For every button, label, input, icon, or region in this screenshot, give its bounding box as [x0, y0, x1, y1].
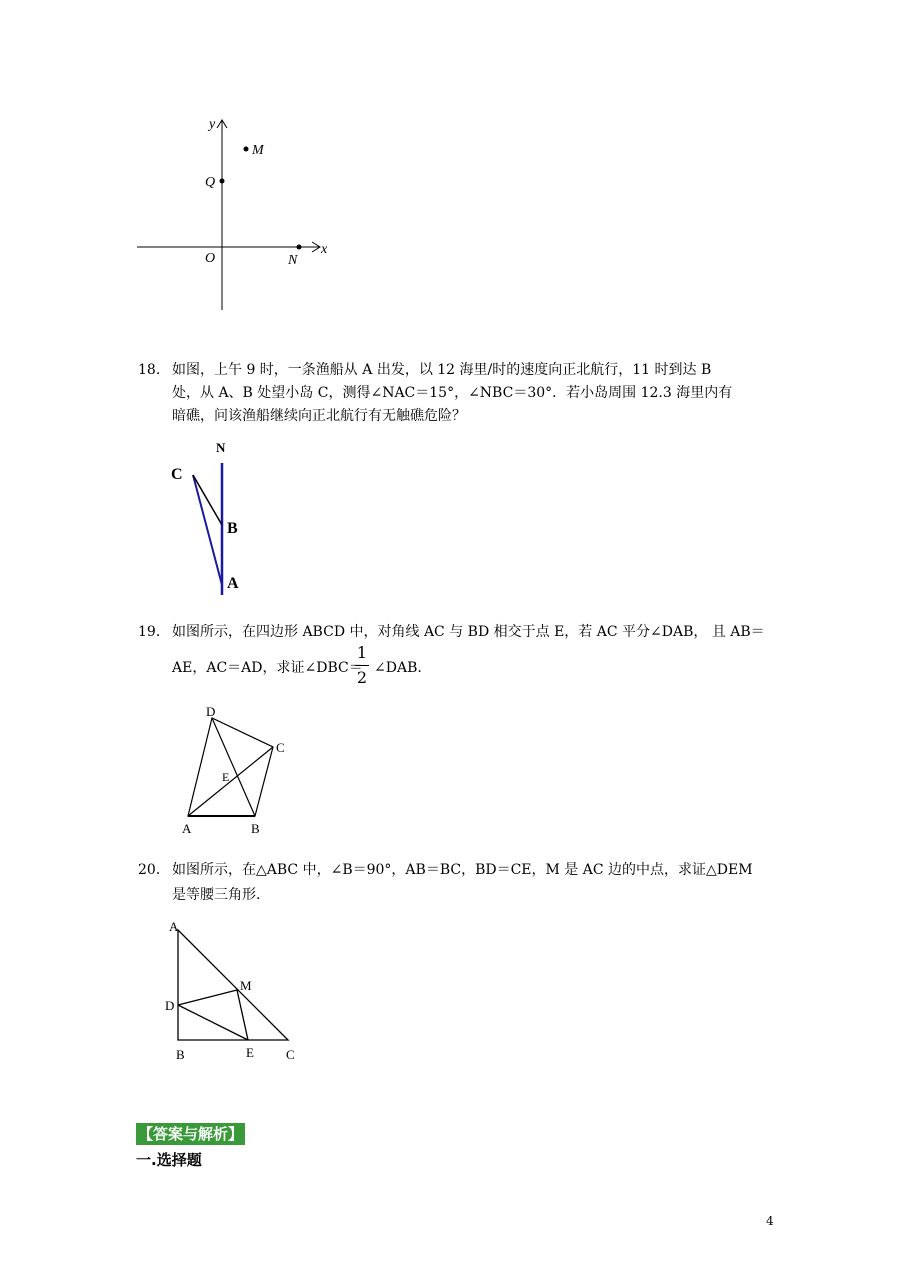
answer-heading [136, 1123, 245, 1145]
label-b: B [227, 520, 238, 537]
label-a: A [169, 919, 179, 934]
label-m: M [252, 143, 264, 158]
label-c: C [286, 1047, 295, 1062]
fraction-denominator: 2 [356, 668, 368, 687]
diagonal-ac [188, 747, 273, 816]
fraction-bar [355, 665, 369, 666]
point-q [220, 179, 225, 184]
triangle-abc [178, 930, 288, 1040]
question-text-line: 如图所示，在四边形 ABCD 中，对角线 AC 与 BD 相交于点 E，若 AC 平分∠DAB， 且 AB＝ [172, 624, 765, 640]
question-number: 19． [138, 624, 170, 640]
ship-figure [165, 435, 255, 605]
line-ac [193, 475, 222, 585]
section-heading: 一.选择题 [136, 1151, 202, 1169]
label-n: N [216, 440, 226, 455]
answer-heading-text: 【答案与解析】 [138, 1125, 244, 1143]
page-number: 4 [766, 1214, 774, 1228]
line-cb [193, 475, 222, 525]
question-text-line: 暗礁，问该渔船继续向正北航行有无触礁危险？ [172, 408, 466, 424]
label-y: y [209, 117, 216, 132]
question-text-line: 是等腰三角形. [172, 887, 261, 903]
label-o: O [205, 251, 216, 266]
label-a: A [182, 821, 192, 836]
fraction-numerator: 1 [356, 643, 368, 662]
question-text-line: 处，从 A、B 处望小岛 C，测得∠NAC＝15°，∠NBC＝30°．若小岛周围 12.3 海里内有 [172, 385, 733, 401]
quadrilateral-figure [175, 700, 305, 840]
label-d: D [206, 704, 216, 719]
label-x: x [321, 242, 328, 257]
label-b: B [251, 821, 260, 836]
label-q: Q [205, 175, 216, 190]
label-e: E [222, 770, 230, 784]
triangle-figure [160, 915, 305, 1065]
point-m [244, 147, 249, 152]
point-n [297, 245, 302, 250]
label-a: A [227, 575, 239, 592]
question-number: 20． [138, 862, 170, 878]
label-c: C [171, 466, 183, 483]
label-c: C [276, 740, 285, 755]
label-b: B [176, 1047, 185, 1062]
label-d: D [165, 998, 175, 1013]
question-text-line: 如图所示，在△ABC 中，∠B＝90°，AB＝BC，BD＝CE，M 是 AC 边的中点，求证△DEM [172, 862, 753, 878]
label-m: M [240, 978, 252, 993]
quadrilateral-abcd [188, 718, 273, 816]
question-text-line: ∠DAB. [374, 660, 422, 676]
label-e: E [246, 1045, 254, 1060]
coordinate-figure [130, 110, 340, 320]
fraction-one-half [355, 642, 369, 689]
label-n: N [288, 253, 298, 268]
question-number: 18. [138, 362, 161, 378]
question-text-line: AE，AC＝AD，求证∠DBC＝ [172, 660, 363, 676]
question-text-line: 如图，上午 9 时，一条渔船从 A 出发，以 12 海里/时的速度向正北航行，11 时到达 B [172, 362, 712, 378]
segment-dm [178, 990, 237, 1005]
segment-de [178, 1005, 248, 1040]
